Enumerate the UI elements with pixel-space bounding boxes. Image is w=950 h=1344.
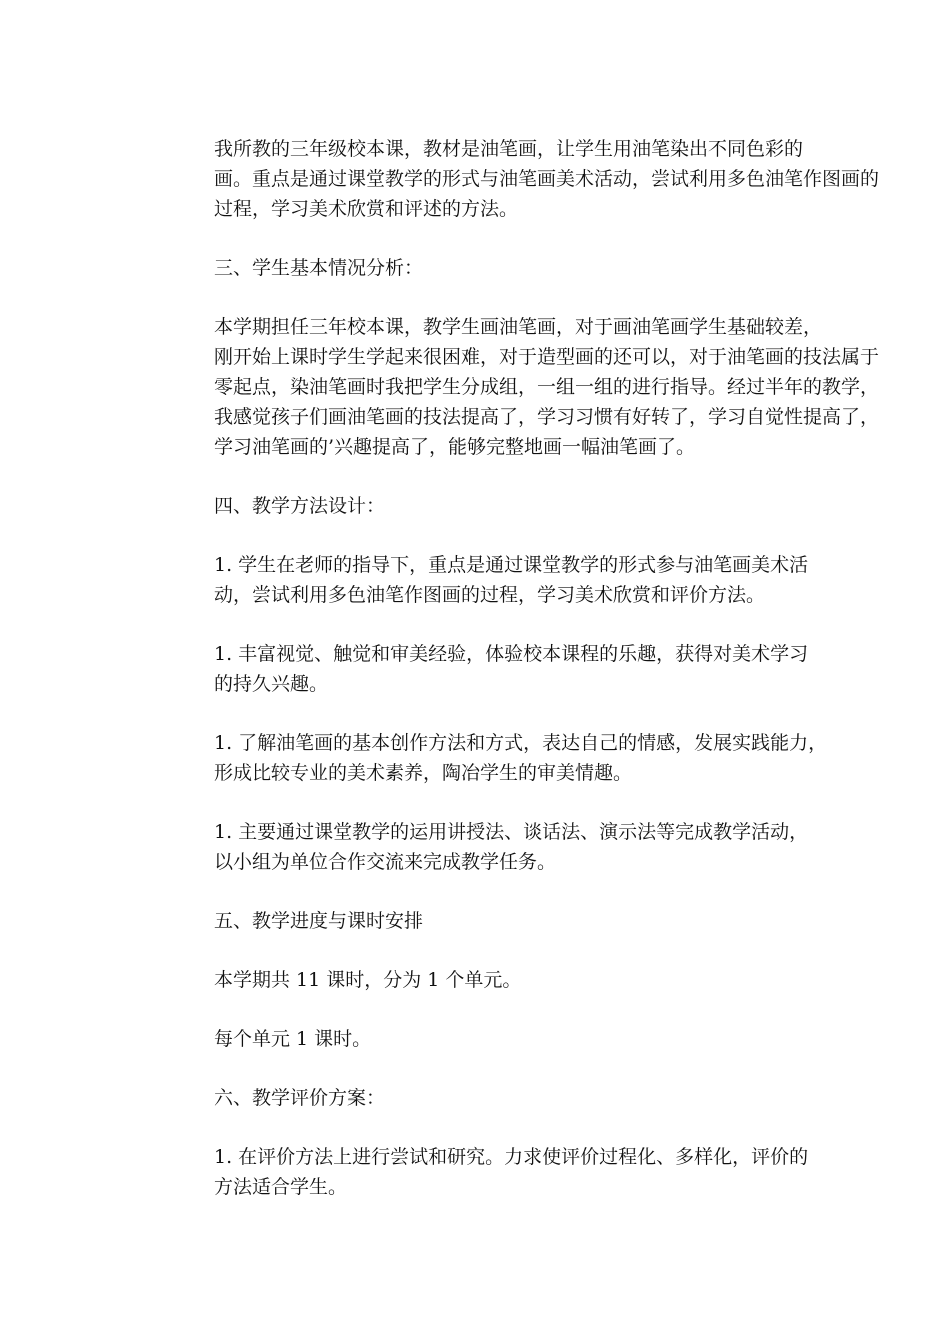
text-line: 1. 学生在老师的指导下，重点是通过课堂教学的形式参与油笔画美术活 [214,554,809,576]
text-line: 每个单元 1 课时。 [214,1028,372,1050]
paragraph-unit-hours [138,1024,810,1054]
text-line: 学习油笔画的’兴趣提高了，能够完整地画一幅油笔画了。 [214,436,696,458]
text-line: 过程，学习美术欣赏和评述的方法。 [214,198,519,220]
text-line: 1. 了解油笔画的基本创作方法和方式，表达自己的情感，发展实践能力， [214,732,828,754]
paragraph-student-analysis [138,312,880,462]
text-line: 1. 主要通过课堂教学的运用讲授法、谈话法、演示法等完成教学活动， [214,821,809,843]
text-line: 刚开始上课时学生学起来很困难，对于造型画的还可以，对于油笔画的技法属于 [214,346,880,368]
heading-section-3 [138,253,810,283]
text-line: 方法适合学生。 [214,1176,348,1198]
text-line: 本学期担任三年校本课，教学生画油笔画，对于画油笔画学生基础较差， [214,316,823,338]
text-line: 动，尝试利用多色油笔作图画的过程，学习美术欣赏和评价方法。 [214,584,766,606]
paragraph-total-hours [138,965,810,995]
text-line: 画。重点是通过课堂教学的形式与油笔画美术活动，尝试利用多色油笔作图画的 [214,168,880,190]
list-item-method-2 [138,639,810,699]
list-item-evaluation-1 [138,1142,810,1202]
text-line: 1. 丰富视觉、触觉和审美经验，体验校本课程的乐趣，获得对美术学习 [214,643,809,665]
heading-section-6 [138,1083,810,1113]
heading-section-5 [138,906,810,936]
list-item-method-1 [138,550,810,610]
document-body [138,134,880,1202]
heading-text: 五、教学进度与课时安排 [214,910,424,932]
heading-text: 六、教学评价方案： [214,1087,386,1109]
heading-section-4 [138,491,810,521]
text-line: 零起点，染油笔画时我把学生分成组，一组一组的进行指导。经过半年的教学， [214,376,880,398]
heading-text: 四、教学方法设计： [214,495,386,517]
list-item-method-3 [138,728,828,788]
text-line: 1. 在评价方法上进行尝试和研究。力求使评价过程化、多样化，评价的 [214,1146,809,1168]
heading-text: 三、学生基本情况分析： [214,257,424,279]
text-line: 的持久兴趣。 [214,673,329,695]
text-line: 形成比较专业的美术素养，陶冶学生的审美情趣。 [214,762,633,784]
text-line: 我感觉孩子们画油笔画的技法提高了，学习习惯有好转了，学习自觉性提高了， [214,406,880,428]
paragraph-textbook-intro [138,134,880,224]
text-line: 本学期共 11 课时，分为 1 个单元。 [214,969,522,991]
text-line: 以小组为单位合作交流来完成教学任务。 [214,851,557,873]
list-item-method-4 [138,817,810,877]
text-line: 我所教的三年级校本课，教材是油笔画，让学生用油笔染出不同色彩的 [214,138,804,160]
